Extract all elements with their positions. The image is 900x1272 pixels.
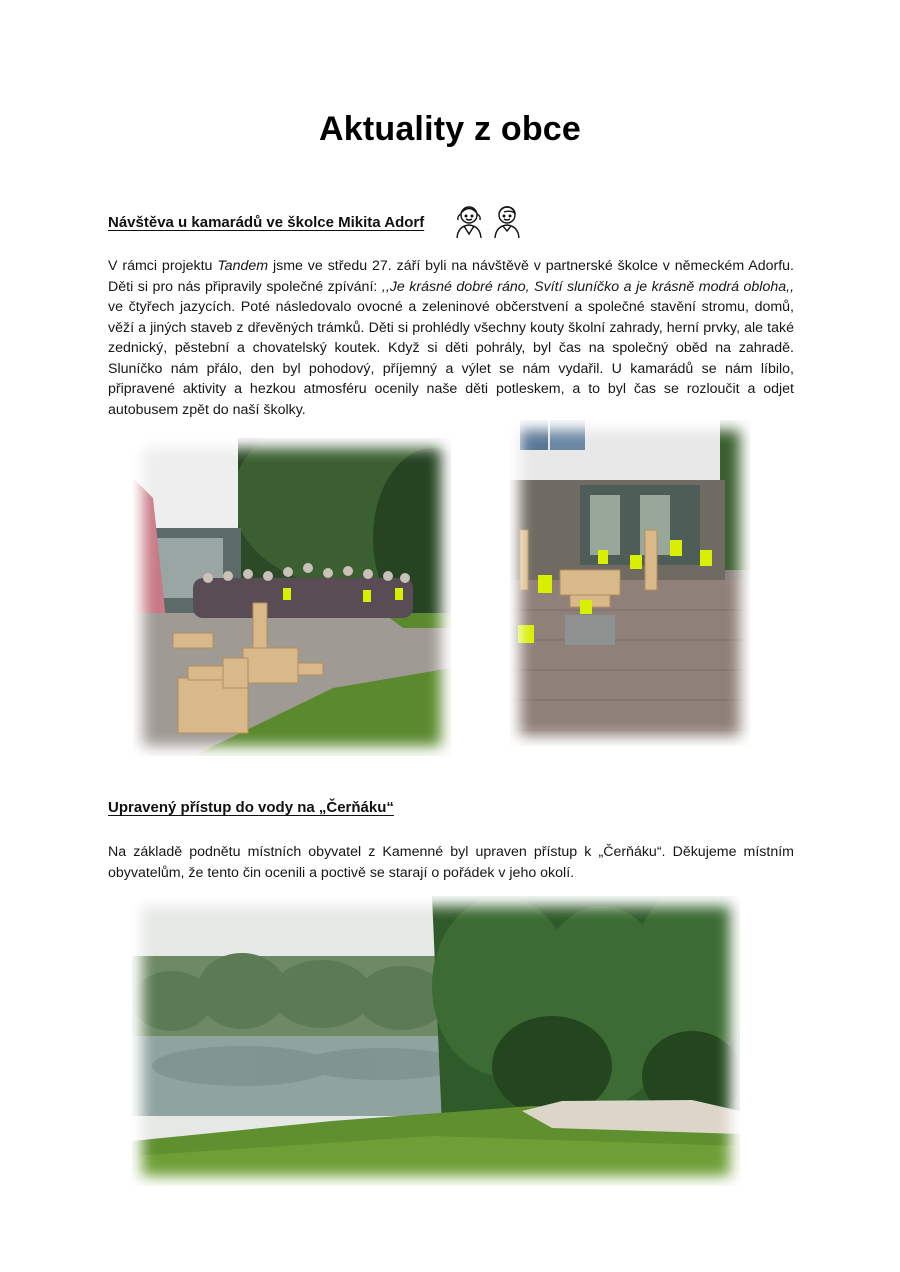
text-segment: ve čtyřech jazycích. Poté následovalo ovocné a zeleninové občerstvení a společné stavění stromu, domů, věží a jiných staveb z dřevěných trámků. Děti si prohlédly všechny kouty školní zahrady, herní prvky, ale také zednický, pěstební a chovatelský koutek. Když si děti pohrály, byl čas na společný oběd na zahradě. Sluníčko nám přálo, den byl pohodový, příjemný a výlet se nám vydařil. U kamarádů se nám líbilo, připravené aktivity a hezkou atmosféru ocenily naše děti potleskem, a to byl čas se rozloučit a odjet autobusem zpět do naší školky. (108, 299, 794, 418)
text-segment: jsme ve středu 27. září byli na návštěvě v partnerské školce v německém Adorfu. Děti si pro nás připravily společné zpívání: (108, 258, 794, 295)
project-name: Tandem (217, 258, 269, 274)
page-title: Aktuality z obce (318, 110, 582, 148)
photo-pond-water-access (132, 896, 740, 1186)
text-segment: V rámci projektu (108, 258, 218, 274)
article-heading-water-access: Upravený přístup do vody na „Čerňáku“ (108, 799, 394, 816)
article-paragraph-water-access: Na základě podnětu místních obyvatel z Kamenné byl upraven přístup k „Čerňáku“. Děkujeme místním obyvatelům, že tento čin ocenili a poctivě se starají o pořádek v jeho okolí. (108, 844, 794, 881)
article-heading-kindergarten-visit: Návštěva u kamarádů ve školce Mikita Adorf (108, 214, 425, 231)
song-quote: ,,Je krásné dobré ráno, Svítí sluníčko a je krásně modrá obloha,, (381, 278, 795, 295)
photo-children-wooden-blocks (133, 438, 451, 756)
children-icon (452, 202, 524, 240)
photo-children-building-at-house (510, 420, 750, 746)
article-paragraph-kindergarten-visit (108, 256, 794, 420)
